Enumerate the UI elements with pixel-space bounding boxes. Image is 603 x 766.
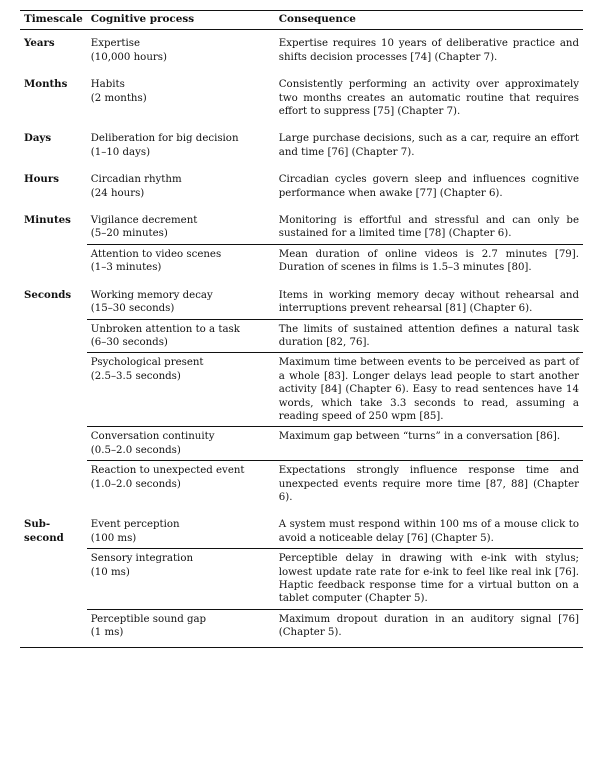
consequence-cell: Maximum dropout duration in an auditory signal [76] (Chapter 5).	[275, 609, 583, 647]
timescale-cell	[20, 244, 87, 281]
process-duration: (5–20 minutes)	[90, 228, 168, 240]
timescale-cell: Days	[24, 132, 52, 145]
timescale-group	[20, 207, 583, 282]
table-row	[20, 319, 583, 353]
process-duration: (1.0–2.0 seconds)	[90, 478, 181, 490]
consequence-cell: The limits of sustained attention defines a natural task duration [82, 76].	[275, 319, 583, 353]
process-cell	[87, 71, 275, 125]
consequence-cell: Consistently performing an activity over approximately two months creates an automatic routine that requires effort to suppress [75] (Chapter 7).	[278, 79, 579, 118]
table-row	[20, 207, 583, 244]
timescale-table	[20, 10, 583, 648]
process-name: Conversation continuity	[90, 431, 215, 443]
header-row	[20, 11, 583, 30]
timescale-cell: Minutes	[24, 214, 71, 227]
table-row	[20, 549, 583, 610]
process-cell	[87, 549, 275, 610]
timescale-cell: Hours	[24, 173, 59, 186]
timescale-group	[20, 511, 583, 647]
timescale-cell	[20, 461, 87, 512]
process-duration: (1–10 days)	[90, 146, 151, 158]
consequence-cell: Monitoring is effortful and stressful and can only be sustained for a limited time [78] (Chapter 6).	[278, 215, 579, 240]
timescale-cell	[20, 427, 87, 461]
process-name: Perceptible sound gap	[90, 613, 207, 625]
consequence-cell: Perceptible delay in drawing with e-ink with stylus; lowest update rate rate for e-ink to feel like real ink [76]. Haptic feedback response time for a virtual button on a tablet computer (Chapter 5).	[275, 549, 583, 610]
timescale-group	[20, 166, 583, 207]
process-name: Working memory decay	[90, 289, 213, 301]
process-name: Psychological present	[90, 357, 204, 369]
process-name: Deliberation for big decision	[90, 133, 239, 145]
process-cell	[87, 353, 275, 427]
consequence-cell: Large purchase decisions, such as a car, require an effort and time [76] (Chapter 7).	[278, 133, 579, 158]
timescale-cell	[20, 319, 87, 353]
timescale-group	[20, 30, 583, 71]
process-duration: (10,000 hours)	[90, 51, 167, 63]
process-cell	[87, 125, 275, 166]
table-row	[20, 353, 583, 427]
timescale-group	[20, 125, 583, 166]
consequence-cell: Circadian cycles govern sleep and influences cognitive performance when awake [77] (Chapter 6).	[278, 174, 579, 199]
timescale-cell: Months	[24, 78, 68, 91]
process-name: Habits	[90, 79, 125, 91]
timescale-cell	[20, 609, 87, 647]
process-duration: (1–3 minutes)	[90, 262, 162, 274]
consequence-cell: Expertise requires 10 years of deliberative practice and shifts decision processes [74] (Chapter 7).	[278, 38, 579, 63]
table-row	[20, 166, 583, 207]
table-row	[20, 244, 583, 281]
process-cell	[87, 461, 275, 512]
header-cognitive-process: Cognitive process	[90, 13, 195, 25]
process-duration: (1 ms)	[90, 627, 124, 639]
process-cell	[87, 609, 275, 647]
process-cell	[87, 319, 275, 353]
timescale-group	[20, 71, 583, 125]
table-row	[20, 125, 583, 166]
timescale-cell: Years	[24, 37, 55, 50]
table-row	[20, 609, 583, 647]
table-row	[20, 71, 583, 125]
process-name: Sensory integration	[90, 553, 194, 565]
table-header	[20, 11, 583, 30]
timescale-group	[20, 282, 583, 512]
table-row	[20, 427, 583, 461]
process-duration: (10 ms)	[90, 566, 130, 578]
process-name: Unbroken attention to a task	[90, 323, 240, 335]
timescale-cell: Sub- second	[24, 518, 64, 544]
process-name: Expertise	[90, 38, 140, 50]
consequence-cell: Mean duration of online videos is 2.7 minutes [79]. Duration of scenes in films is 1.5–3 minutes [80].	[275, 244, 583, 281]
consequence-cell: A system must respond within 100 ms of a mouse click to avoid a noticeable delay [76] (Chapter 5).	[278, 519, 579, 544]
timescale-cell: Seconds	[24, 288, 72, 301]
process-name: Event perception	[90, 519, 180, 531]
process-duration: (2 months)	[90, 92, 147, 104]
table-row	[20, 511, 583, 548]
process-name: Vigilance decrement	[90, 215, 198, 227]
process-name: Attention to video scenes	[90, 248, 222, 260]
process-cell	[87, 427, 275, 461]
process-duration: (15–30 seconds)	[90, 303, 175, 315]
process-duration: (100 ms)	[90, 532, 137, 544]
timescale-cell	[20, 353, 87, 427]
process-cell	[87, 30, 275, 71]
process-duration: (6–30 seconds)	[90, 336, 168, 348]
process-cell	[87, 207, 275, 244]
header-timescale: Timescale	[24, 13, 83, 25]
process-cell	[87, 166, 275, 207]
consequence-cell: Expectations strongly influence response time and unexpected events require more time [87, 88] (Chapter 6).	[275, 461, 583, 512]
consequence-cell: Maximum gap between “turns” in a conversation [86].	[275, 427, 583, 461]
table-row	[20, 30, 583, 71]
timescale-cell	[20, 549, 87, 610]
consequence-cell: Maximum time between events to be perceived as part of a whole [83]. Longer delays lead people to start another activity [84] (Chapter 6). Easy to read sentences have 14 words, which take 3.3 seconds to read, assuming a reading speed of 250 wpm [85].	[275, 353, 583, 427]
process-duration: (0.5–2.0 seconds)	[90, 444, 181, 456]
header-consequence: Consequence	[278, 13, 356, 25]
consequence-cell: Items in working memory decay without rehearsal and interruptions prevent rehearsal [81] (Chapter 6).	[278, 289, 579, 315]
process-cell	[87, 282, 275, 319]
process-cell	[87, 511, 275, 548]
process-name: Circadian rhythm	[90, 174, 182, 186]
process-duration: (2.5–3.5 seconds)	[90, 370, 181, 382]
process-cell	[87, 244, 275, 281]
table-row	[20, 282, 583, 319]
process-name: Reaction to unexpected event	[90, 465, 245, 477]
process-duration: (24 hours)	[90, 187, 145, 199]
table-row	[20, 461, 583, 512]
